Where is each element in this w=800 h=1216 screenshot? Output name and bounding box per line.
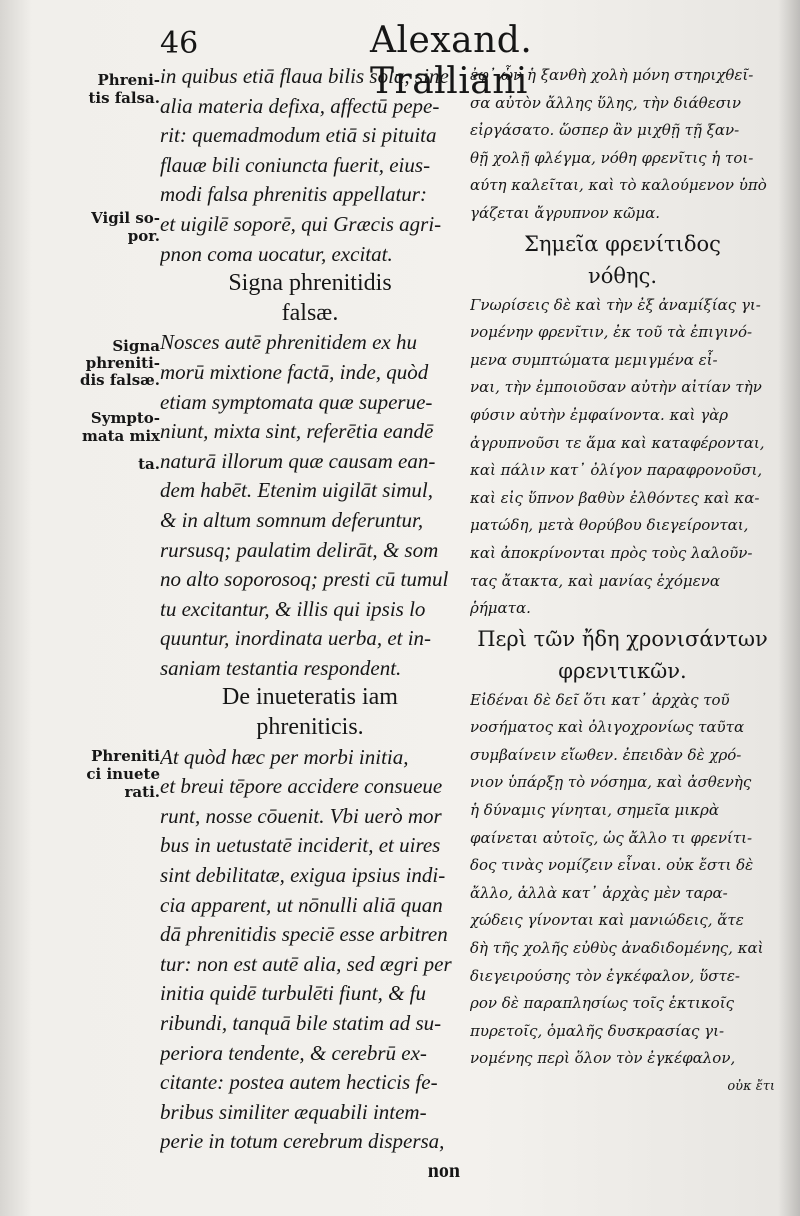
latin-text-line: niunt, mixta sint, referētia eandē: [160, 419, 434, 444]
greek-text-line: Εἰδέναι δὲ δεῖ ὅτι κατ᾽ ἀρχὰς τοῦ: [470, 690, 730, 709]
greek-text-line: φύσιν αὐτὴν ἐμφαίνοντα. καὶ γὰρ: [470, 405, 729, 424]
margin-note: Signa: [112, 337, 160, 355]
greek-text-line: ἀγρυπνοῦσι τε ἅμα καὶ καταφέρονται,: [470, 433, 765, 452]
latin-text-column: [160, 62, 460, 1183]
margin-note: mata mix: [82, 427, 160, 445]
greek-text-line: διεγειρούσης τὸν ἐγκέφαλον, ὕστε-: [470, 966, 740, 985]
margin-note: por.: [127, 227, 160, 245]
latin-text-line: dā phrenitidis speciē esse arbitren: [160, 922, 448, 947]
greek-text-line: πυρετοῖς, ὁμαλῆς δυσκρασίας γι-: [470, 1021, 725, 1040]
latin-text-line: & in altum somnum deferuntur,: [160, 507, 424, 532]
greek-text-line: νομένην φρενῖτιν, ἐκ τοῦ τὰ ἐπιγινό-: [470, 323, 753, 342]
greek-text-line: ρον δὲ παραπλησίως τοῖς ἑκτικοῖς: [470, 994, 734, 1013]
greek-text-line: καὶ εἰς ὕπνον βαθὺν ἐλθόντες καὶ κα-: [470, 488, 760, 507]
latin-text-line: rursusq; paulatim delirāt, & som: [160, 537, 439, 562]
latin-section-heading: falsæ.: [281, 299, 339, 326]
margin-note: ci inuete: [86, 765, 160, 783]
margin-note: rati.: [124, 783, 160, 801]
greek-text-line: ῥήματα.: [470, 599, 531, 618]
latin-text-line: no alto soporosoq; presti cū tumul: [160, 567, 449, 592]
greek-text-line: Γνωρίσεις δὲ καὶ τὴν ἐξ ἀναμίξίας γι-: [470, 295, 761, 314]
latin-text-line: Nosces autē phrenitidem ex hu: [160, 330, 417, 355]
latin-text-line: At quòd hæc per morbi initia,: [160, 744, 409, 769]
greek-text-column: [470, 62, 775, 1093]
latin-text-line: periora tendente, & cerebrū ex-: [160, 1040, 427, 1065]
latin-text-line: flauæ bili coniuncta fuerit, eius-: [160, 152, 431, 177]
latin-text-line: dem habēt. Etenim uigilāt simul,: [160, 478, 433, 503]
latin-section-heading: Signa phrenitidis: [228, 270, 392, 297]
latin-text-line: et uigilē soporē, qui Græcis agri-: [160, 211, 442, 236]
latin-text-line: naturā illorum quæ causam ean-: [160, 448, 436, 473]
greek-text-line: καὶ ἀποκρίνονται πρὸς τοὺς λαλοῦν-: [470, 543, 753, 562]
latin-text-line: cia apparent, ut nōnulli aliā quan: [160, 892, 443, 917]
latin-text-line: ribundi, tanquā bile statim ad su-: [160, 1011, 442, 1035]
latin-section-heading: De inueteratis iam: [222, 684, 398, 711]
greek-section-heading: φρενιτικῶν.: [558, 658, 687, 683]
latin-text-line: sint debilitatæ, exigua ipsius indi-: [160, 863, 446, 888]
page-number: 46: [160, 26, 199, 61]
latin-text-line: etiam symptomata quæ superue-: [160, 389, 433, 414]
greek-text-line: γάζεται ἄγρυπνον κῶμα.: [470, 203, 660, 222]
greek-text-line: ἡ δύναμις γίνηται, σημεῖα μικρὰ: [470, 801, 719, 820]
latin-text-line: quuntur, inordinata uerba, et in-: [160, 626, 432, 651]
latin-text-line: alia materia defixa, affectū pepe-: [160, 93, 440, 118]
latin-text-line: runt, nosse cōuenit. Vbi uerò mor: [160, 803, 442, 828]
latin-text-line: citante: postea autem hecticis fe-: [160, 1070, 438, 1095]
latin-text-line: perie in totum cerebrum dispersa,: [160, 1129, 445, 1154]
greek-text-line: συμβαίνειν εἴωθεν. ἐπειδὰν δὲ χρό-: [470, 745, 742, 764]
greek-text-line: μενα συμπτώματα μεμιγμένα εἶ-: [470, 350, 718, 369]
margin-note: tis falsa.: [88, 89, 160, 107]
greek-section-heading: Περὶ τῶν ἤδη χρονισάντων: [477, 626, 768, 651]
latin-text-line: et breui tēpore accidere consueue: [160, 774, 443, 799]
margin-note: Phreniti: [91, 747, 160, 765]
latin-text-line: initia quidē turbulēti fiunt, & fu: [160, 981, 426, 1006]
greek-text-line: ναι, τὴν ἐμποιοῦσαν αὐτὴν αἰτίαν τὴν: [470, 378, 762, 397]
margin-note: Sympto-: [90, 409, 160, 427]
greek-text-line: δος τινὰς νομίζειν εἶναι. οὐκ ἔστι δὲ: [470, 856, 754, 875]
greek-section-heading: Σημεῖα φρενίτιδος: [524, 231, 721, 256]
latin-section-heading: phreniticis.: [256, 714, 364, 741]
margin-note: phreniti-: [85, 354, 160, 372]
greek-text-line: νομένης περὶ ὅλον τὸν ἐγκέφαλον,: [470, 1049, 736, 1068]
latin-text-line: morū mixtione factā, inde, quòd: [160, 359, 429, 384]
latin-text-line: rit: quemadmodum etiā si pituita: [160, 123, 437, 148]
greek-text-line: ἄλλο, ἀλλὰ κατ᾽ ἀρχὰς μὲν ταρα-: [470, 883, 728, 902]
greek-text-line: τας ἄτακτα, καὶ μανίας ἐχόμενα: [470, 571, 720, 590]
page-gutter-shadow: [778, 0, 800, 1216]
greek-text-line: νιον ὑπάρξῃ τὸ νόσημα, καὶ ἀσθενὴς: [470, 773, 752, 792]
latin-text-line: modi falsa phrenitis appellatur:: [160, 182, 427, 207]
latin-text-line: bus in uetustatē inciderit, et uires: [160, 833, 441, 858]
margin-note: Phreni-: [97, 71, 160, 89]
greek-text-line: θῇ χολῇ φλέγμα, νόθη φρενῖτις ἡ τοι-: [470, 148, 754, 167]
greek-text-line: χώδεις γίνονται καὶ μανιώδεις, ἅτε: [470, 911, 744, 930]
latin-text-line: bribus similiter æquabili intem-: [160, 1099, 427, 1124]
greek-text-line: φαίνεται αὐτοῖς, ὡς ἄλλο τι φρενίτι-: [470, 828, 753, 847]
greek-text-line: δὴ τῆς χολῆς εὐθὺς ἀναδιδομένης, καὶ: [470, 939, 764, 958]
greek-catchword: οὐκ ἔτι: [727, 1079, 775, 1094]
greek-section-heading: νόθης.: [587, 263, 658, 288]
greek-text-line: εἰργάσατο. ὥσπερ ἂν μιχθῇ τῇ ξαν-: [470, 121, 740, 140]
greek-text-line: καὶ πάλιν κατ᾽ ὀλίγον παραφρονοῦσι,: [470, 461, 763, 480]
margin-note: dis falsæ.: [79, 371, 160, 389]
latin-text-line: saniam testantia respondent.: [160, 655, 402, 680]
greek-text-line: νοσήματος καὶ ὀλιγοχρονίως ταῦτα: [470, 718, 745, 737]
greek-text-line: αύτη καλεῖται, καὶ τὸ καλούμενον ὑπὸ: [470, 176, 767, 195]
greek-text-line: ματώδη, μετὰ θορύβου διεγείρονται,: [470, 516, 749, 535]
latin-text-line: tu excitantur, & illis qui ipsis lo: [160, 596, 426, 621]
margin-note: ta.: [138, 455, 160, 473]
greek-text-line: ἐφ᾽ ὧν ἡ ξανθὴ χολὴ μόνη στηριχθεῖ-: [470, 66, 754, 84]
margin-note: Vigil so-: [91, 209, 160, 227]
greek-text-line: σα αὐτὸν ἄλλης ὕλης, τὴν διάθεσιν: [470, 93, 741, 112]
latin-text-line: pnon coma uocatur, excitat.: [160, 241, 393, 266]
running-title: Alexand. Tralliani: [370, 20, 533, 102]
latin-text-line: tur: non est autē alia, sed ægri per: [160, 951, 452, 976]
latin-text-line: in quibus etiā flaua bilis sola, sine: [160, 64, 449, 88]
latin-catchword: non: [427, 1159, 460, 1182]
